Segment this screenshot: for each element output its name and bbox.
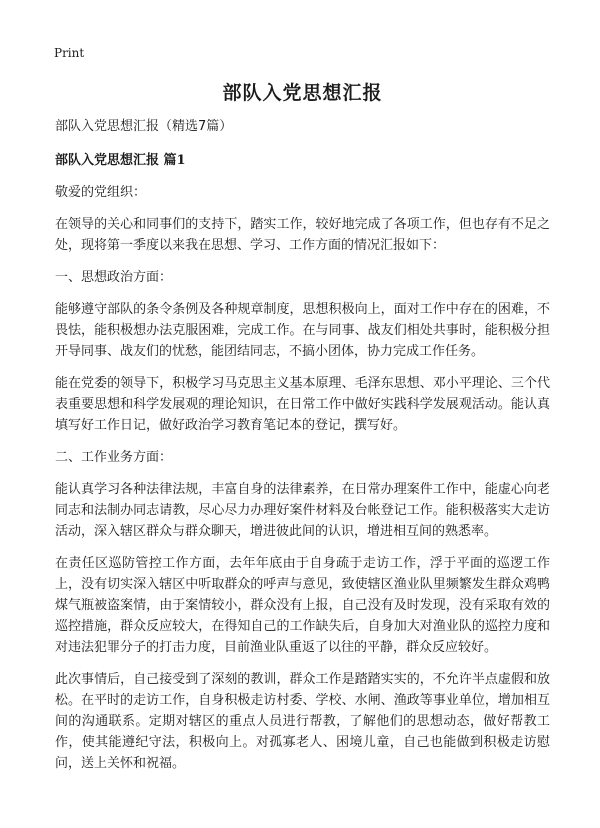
heading-work: 二、工作业务方面：: [55, 450, 173, 465]
paragraph-work-3: 此次事情后，自己接受到了深刻的教训，群众工作是踏踏实实的，不允许半点虚假和放松。在平时的走访工作，自身积极走访村委、学校、水闸、渔政等事业单位，增加相互间的沟通联系。定期对辖区的重点人员进行帮教，了解他们的思想动态，做好帮教工作，使其能遵纪守法，积极向上。对孤寡老人、困境儿童，自己也能做到积极走访慰问，送上关怀和祝福。: [55, 672, 550, 771]
paragraph-work-2: 在责任区巡防管控工作方面，去年年底由于自身疏于走访工作，浮于平面的巡逻工作上，没有切实深入辖区中听取群众的呼声与意见，致使辖区渔业队里频繁发生群众鸡鸭煤气瓶被盗案情，由于案情较小，群众没有上报，自己没有及时发现，没有采取有效的巡控措施，群众反应较大，在得知自己的工作缺失后，自身加大对渔业队的巡控力度和对违法犯罪分子的打击力度，目前渔业队重返了以往的平静，群众反应较好。: [55, 556, 550, 655]
paragraph-intro: 在领导的关心和同事们的支持下，踏实工作，较好地完成了各项工作，但也存有不足之处，现将第一季度以来我在思想、学习、工作方面的情况汇报如下：: [55, 217, 550, 253]
section-title: 部队入党思想汇报 篇1: [55, 153, 186, 168]
paragraph-work-1: 能认真学习各种法律法规，丰富自身的法律素养，在日常办理案件工作中，能虚心向老同志和法制办同志请教，尽心尽力办理好案件材料及台帐登记工作。能积极落实大走访活动，深入辖区群众与群众聊天，增进彼此间的认识，增进相互间的熟悉率。: [55, 482, 550, 539]
salutation: 敬爱的党组织：: [55, 185, 147, 200]
paragraph-political-1: 能够遵守部队的条令条例及各种规章制度，思想积极向上，面对工作中存在的困难，不畏怯，能积极想办法克服困难，完成工作。在与同事、战友们相处共事时，能积极分担开导同事、战友们的忧愁，能团结同志，不搞小团体，协力完成工作任务。: [55, 302, 550, 359]
print-link[interactable]: Print: [54, 46, 85, 60]
page-title: 部队入党思想汇报: [222, 82, 383, 104]
document: [55, 78, 550, 783]
paragraph-political-2: 能在党委的领导下，积极学习马克思主义基本原理、毛泽东思想、邓小平理论、三个代表重要思想和科学发展观的理论知识，在日常工作中做好实践科学发展观活动。能认真填写好工作日记，做好政治学习教育笔记本的登记，撰写好。: [55, 376, 550, 433]
heading-political: 一、思想政治方面：: [55, 270, 173, 285]
document-subtitle: 部队入党思想汇报（精选7篇）: [55, 119, 233, 134]
